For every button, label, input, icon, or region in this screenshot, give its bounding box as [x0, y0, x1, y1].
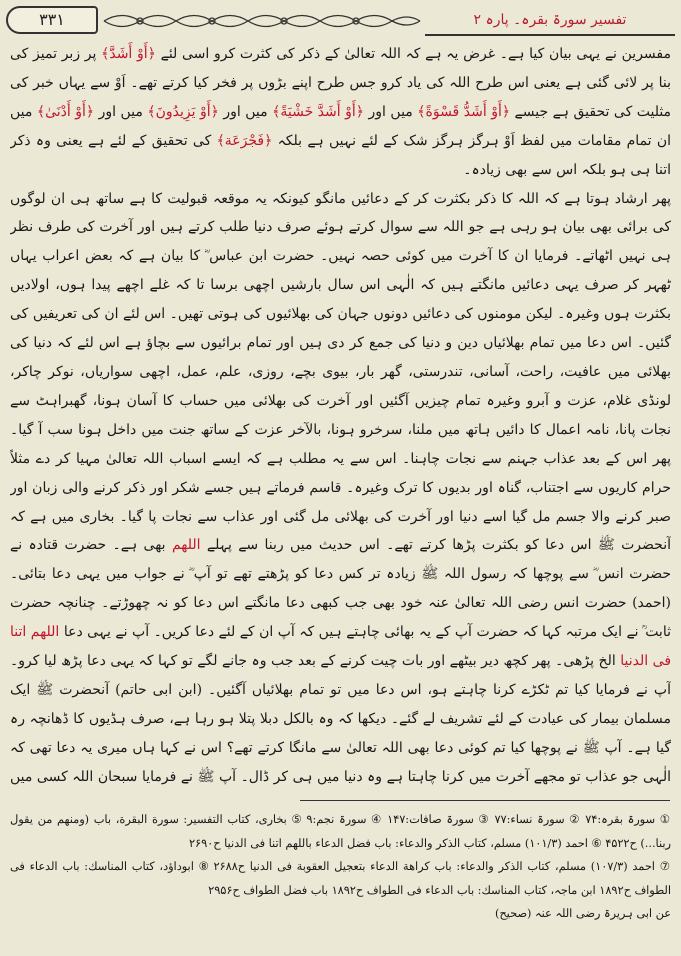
text-run: کی تحقیق کے لئے ہے یعنی وہ ذکر اتنا ہی ہو بلکہ اس سے بھی زیادہ۔	[10, 132, 671, 178]
decorative-ornament-icon	[102, 10, 422, 32]
footnote-line: ⑦ احمد (۱۰۷/۳) مسلم، کتاب الذکر والدعاء: باب کراهة الدعاء بتعجیل العقوبة فی الدنیا ح۲۶۸۸ ⑧ ابوداؤد، کتاب المناسك: باب الدعاء فی الطواف ح۱۸۹۲ ابن ماجہ، کتاب المناسك: باب الدعاء فی الطواف ح۱۸۹۲ باب فضل الطواف ح۲۹۵۶	[10, 860, 671, 897]
footnotes	[10, 808, 671, 950]
paragraph-2	[10, 185, 671, 796]
text-run: میں اور	[223, 103, 268, 120]
quran-quote: ﴿أَوْ يَزِيدُونَ﴾	[147, 103, 219, 120]
footnote-divider	[300, 800, 670, 801]
page-number: ۳۳۱	[6, 6, 98, 34]
page-header	[6, 6, 675, 34]
quran-quote: ﴿أَوْ أَشَدُّ قَسْوَةً﴾	[417, 103, 511, 120]
text-run: میں ان تمام مقامات میں لفظ اَوْ ہرگز ہرگز شک کے لئے نہیں ہے بلکہ	[10, 103, 671, 149]
text-run: الخ پڑھی۔ پھر کچھ دیر بیٹھے اور بات چیت کرنے کے بعد جب وہ جانے لگے تو کہا کہ یہی دعا پڑھ لیا کرو۔ آپ نے فرمایا کیا تم ٹکڑے کرنا چاہتے ہو، اس دعا میں تو تمام بھلائیاں آگئیں۔ (ابن ابی حاتم) آنحضرت ﷺ ایک مسلمان بیمار کی عیادت کے لئے تشریف لے گئے۔ دیکھا کہ وہ بالکل دبلا پتلا ہو رہا ہے، صرف ہڈیوں کا ڈھانچہ رہ گیا ہے۔ آپ ﷺ نے پوچھا کیا تم کوئی دعا بھی اللہ تعالیٰ سے مانگا کرتے تھے؟ اس نے کہا ہاں میری یہ دعا تھی کہ الٰہی جو عذاب تو مجھے آخرت میں کرنا چاہتا ہے وہ دنیا میں ہی کر ڈال۔ آپ ﷺ نے فرمایا سبحان اللہ کسی میں	[10, 653, 671, 785]
quran-quote: ﴿أَوْ أَشَدَّ﴾	[101, 46, 156, 62]
text-run: بھی ہے۔ حضرت قتادہ نے حضرت انس ؓ سے پوچھا کہ رسول اللہ ﷺ زیادہ تر کس دعا کو پڑھتے تھے تو آپ ؓ نے جواب میں یہی دعا بتائی۔ (احمد) حضرت انس رضی اللہ تعالیٰ عنہ خود بھی جب کبھی دعا مانگتے اس دعا کو نہ چھوڑتے۔ چنانچہ حضرت ثابت ؒ نے ایک مرتبہ کہا کہ حضرت آپ کے یہ بھائی چاہتے ہیں کہ آپ ان کے لئے دعا کریں۔ آپ نے یہی دعا	[10, 537, 671, 641]
footnote-line: عن ابی ہریرۃ رضی اللہ عنہ (صحیح)	[494, 907, 671, 920]
running-title: تفسیر سورۃ بقرہ۔ پارہ ۲	[425, 6, 675, 36]
text-run: مفسرین نے یہی بیان کیا ہے۔ غرض یہ ہے کہ اللہ تعالیٰ کے ذکر کی کثرت کرو اسی لئے	[160, 46, 671, 62]
paragraph-1	[10, 40, 671, 185]
footnote-line: ① سورۃ بقرہ:۷۴ ② سورۃ نساء:۷۷ ③ سورۃ صافات:۱۴۷ ④ سورۃ نجم:۹ ⑤ بخاری، کتاب التفسیر: سورة البقرة، باب (ومنهم من يقول ربنا...) ح۴۵۲۲ ⑥ احمد (۱۰۱/۳) مسلم، کتاب الذکر والدعاء: باب فضل الدعاء باللهم اتنا فى الدنيا ح۲۶۹۰	[10, 813, 671, 850]
text-run: میں اور	[368, 103, 413, 120]
quran-quote: ﴿أَوْ أَشَدَّ خَشْيَةً﴾	[272, 103, 365, 120]
quran-quote: ﴿أَوْ أَدْنَىٰ﴾	[36, 103, 95, 120]
quran-quote: ﴿فَجْرَعَة﴾	[216, 132, 273, 149]
main-text	[10, 40, 671, 796]
dua-quote: اللھم	[171, 537, 201, 554]
text-run: میں اور	[98, 103, 143, 120]
text-run: پھر ارشاد ہوتا ہے کہ اللہ کا ذکر بکثرت کر کے دعائیں مانگو کیونکہ یہ موقعہ قبولیت کا ہے ساتھ ہی ان لوگوں کی برائی بھی بیان ہو رہی ہے جو اللہ سے سوال کرتے ہوئے صرف دنیا طلب کرتے ہیں اور آخرت کی طرف نظر ہی نہیں اٹھاتے۔ فرمایا ان کا آخرت میں کوئی حصہ نہیں۔ حضرت ابن عباس ؓ کا بیان ہے کہ بعض اعراب یہاں ٹھہر کر صرف یہی دعائیں مانگتے ہیں کہ الٰہی اس سال بارشیں اچھی برسا تا کہ غلے اچھے پیدا ہوں، اولادیں بکثرت ہوں وغیرہ۔ لیکن مومنوں کی دعائیں دونوں جہان کی بھلائیوں کی ہوتی تھیں۔ اس لئے ان کی تعریفیں کی گئیں۔ اس دعا میں تمام بھلائیاں دین و دنیا کی جمع کر دی ہیں اور تمام برائیوں سے بچاؤ ہے اس لئے کہ دنیا کی بھلائی میں عافیت، راحت، آسانی، تندرستی، گھر بار، بیوی بچے، روزی، علم، عمل، اچھی سواریاں، نوکر چاکر، لونڈی غلام، عزت و آبرو وغیرہ تمام چیزیں آگئیں اور آخرت کی بھلائی میں حساب کا آسان ہونا، گھبراہٹ سے نجات پانا، نامہ اعمال کا دائیں ہاتھ میں ملنا، سرخرو ہونا، بالآخر عزت کے ساتھ جنت میں داخل ہونا سب آ گیا۔ پھر اس کے بعد عذاب جہنم سے نجات چاہنا۔ اس سے یہ مطلب ہے کہ ایسے اسباب اللہ تعالیٰ مہیا کر دے مثلاً حرام کاریوں سے اجتناب، گناہ اور بدیوں کا ترک وغیرہ۔ قاسم فرماتے ہیں جسے شکر اور ذکر کرنے والی زبان اور صبر کرنے والا جسم مل گیا اسے دنیا اور آخرت کی بھلائی مل گئی اور عذاب سے نجات پا گیا۔ بخاری میں ہے کہ آنحضرت ﷺ اس دعا کو بکثرت پڑھا کرتے تھے۔ اس حدیث میں ربنا سے پہلے	[10, 190, 671, 554]
text-run: پر زبر تمیز کی بنا پر لائی گئی ہے یعنی اس طرح اللہ کی یاد کرو جس طرح اپنے بڑوں پر فخر کیا کرتے تھے۔ اَوْ سے یہاں خبر کی مثلیت کی تحقیق ہے جیسے	[10, 46, 671, 120]
dua-quote: اللھم اتنا فی الدنیا	[10, 624, 671, 670]
